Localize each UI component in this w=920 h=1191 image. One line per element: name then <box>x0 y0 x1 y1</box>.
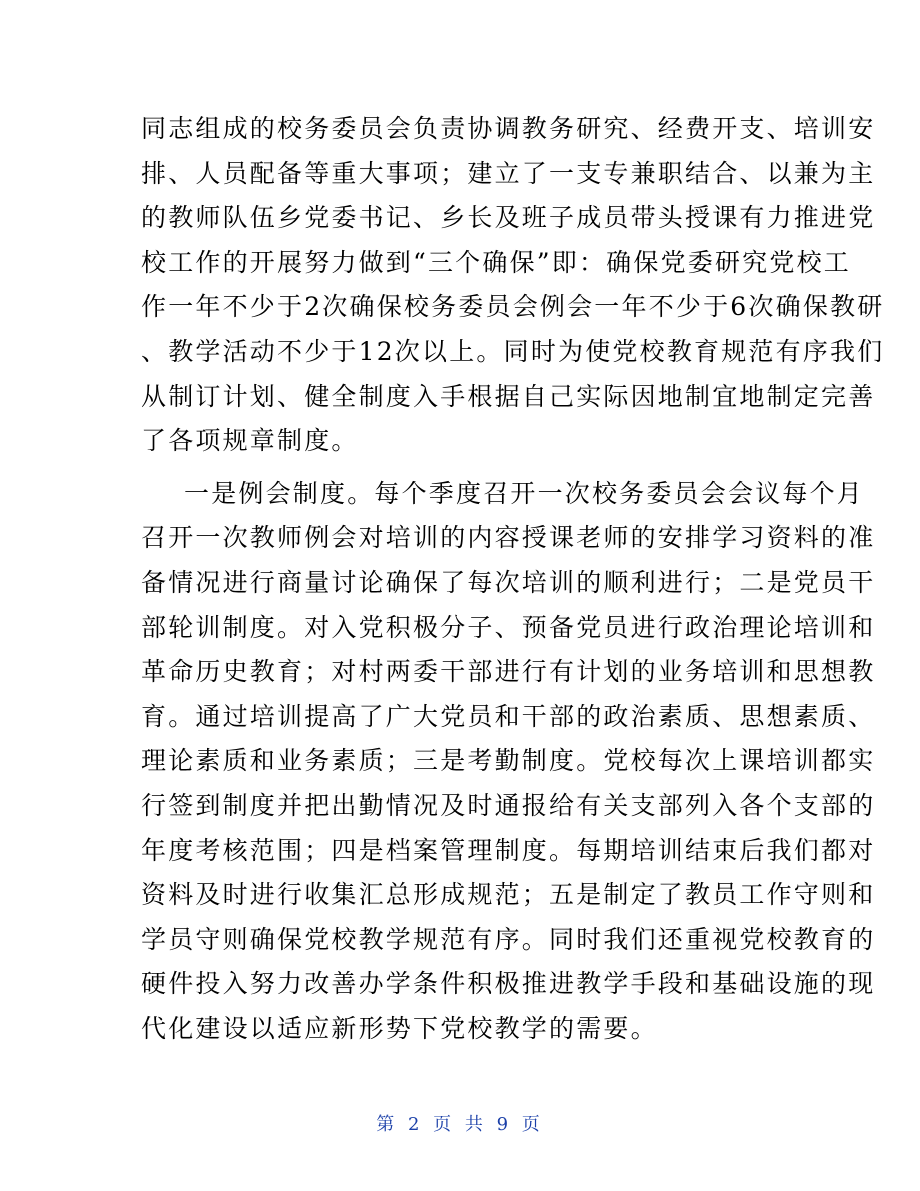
text-line: 理论素质和业务素质；三是考勤制度。党校每次上课培训都实 <box>141 746 876 776</box>
text-line: 备情况进行商量讨论确保了每次培训的顺利进行；二是党员干 <box>141 567 876 597</box>
text-line: 校工作的开展努力做到“三个确保”即：确保党委研究党校工 <box>141 247 851 277</box>
paragraph-gap <box>141 464 781 472</box>
text-line: 了各项规章制度。 <box>141 426 359 456</box>
text-line: 的教师队伍乡党委书记、乡长及班子成员带头授课有力推进党 <box>141 203 876 233</box>
paragraph-2 <box>141 472 876 1052</box>
text-line: 排、人员配备等重大事项；建立了一支专兼职结合、以兼为主 <box>141 158 876 188</box>
text-line: 、教学活动不少于12次以上。同时为使党校教育规范有序我们 <box>141 336 885 366</box>
text-line: 资料及时进行收集汇总形成规范；五是制定了教员工作守则和 <box>141 880 876 910</box>
text-line: 革命历史教育；对村两委干部进行有计划的业务培训和思想教 <box>141 657 876 687</box>
document-body <box>141 107 885 1051</box>
text-line: 同志组成的校务委员会负责协调教务研究、经费开支、培训安 <box>141 114 876 143</box>
text-line: 硬件投入努力改善办学条件积极推进教学手段和基础设施的现 <box>141 969 876 999</box>
text-line: 行签到制度并把出勤情况及时通报给有关支部列入各个支部的 <box>141 790 876 820</box>
text-line: 代化建设以适应新形势下党校教学的需要。 <box>141 1013 658 1043</box>
text-line: 部轮训制度。对入党积极分子、预备党员进行政治理论培训和 <box>141 612 876 642</box>
page-number-footer: 第 2 页 共 9 页 <box>376 1114 544 1135</box>
text-line: 从制订计划、健全制度入手根据自己实际因地制宜地制定完善 <box>141 381 876 411</box>
text-line: 作一年不少于2次确保校务委员会例会一年不少于6次确保教研 <box>141 292 885 322</box>
paragraph-1 <box>141 107 885 464</box>
text-line: 学员守则确保党校教学规范有序。同时我们还重视党校教育的 <box>141 924 876 954</box>
text-line-first-indented: 一是例会制度。每个季度召开一次校务委员会会议每个月 <box>184 478 865 508</box>
text-line: 育。通过培训提高了广大党员和干部的政治素质、思想素质、 <box>141 701 876 731</box>
text-line: 年度考核范围；四是档案管理制度。每期培训结束后我们都对 <box>141 835 876 865</box>
text-line: 召开一次教师例会对培训的内容授课老师的安排学习资料的准 <box>141 523 876 553</box>
